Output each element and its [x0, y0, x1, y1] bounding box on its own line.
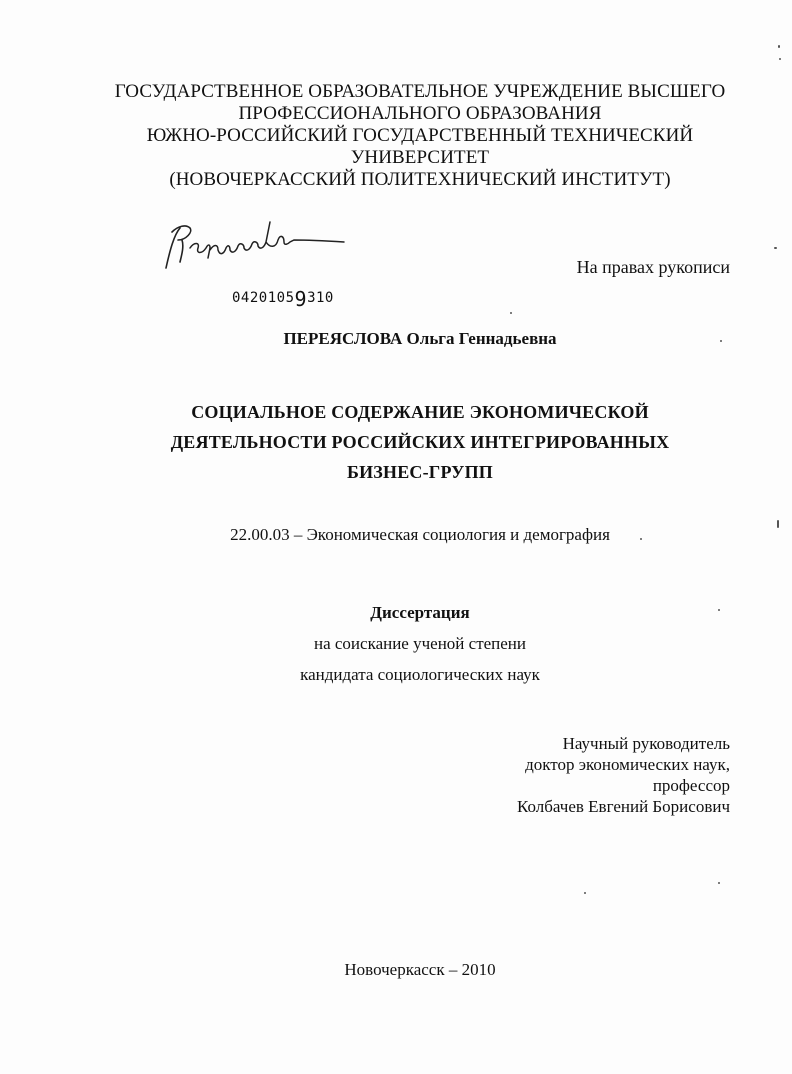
city-year: Новочеркасск – 2010 [344, 960, 496, 979]
handwritten-signature [160, 210, 350, 280]
archive-number-prefix: 0420105 [232, 290, 295, 306]
specialty-code: 22.00.03 – Экономическая социология и демография [230, 525, 610, 544]
supervisor-line: доктор экономических наук, [525, 755, 730, 774]
dissertation-title [100, 397, 740, 487]
scan-speck [718, 609, 720, 611]
archive-number [232, 283, 334, 311]
supervisor-line: Колбачев Евгений Борисович [517, 797, 730, 816]
degree-line: на соискание ученой степени [313, 634, 527, 653]
scan-speck [718, 882, 720, 884]
signature-text: Переясл [160, 210, 164, 211]
scan-speck [777, 520, 779, 528]
author-name: ПЕРЕЯСЛОВА Ольга Геннадьевна [283, 329, 557, 348]
institution-line: ГОСУДАРСТВЕННОЕ ОБРАЗОВАТЕЛЬНОЕ УЧРЕЖДЕНИЕ ВЫСШЕГО [114, 81, 726, 102]
archive-number-suffix: 310 [307, 290, 334, 306]
scan-speck [640, 538, 642, 540]
institution-header [60, 81, 780, 191]
institution-line: УНИВЕРСИТЕТ [350, 147, 490, 168]
manuscript-note: На правах рукописи [576, 257, 730, 277]
scan-speck [774, 247, 777, 249]
title-line: БИЗНЕС-ГРУПП [346, 462, 493, 482]
degree-line: кандидата социологических наук [300, 665, 540, 684]
scan-speck [510, 312, 512, 314]
title-line: ДЕЯТЕЛЬНОСТИ РОССИЙСКИХ ИНТЕГРИРОВАННЫХ [170, 432, 670, 452]
degree-block [100, 597, 740, 690]
supervisor-line: профессор [652, 776, 730, 795]
scan-speck [778, 45, 780, 48]
dissertation-heading: Диссертация [370, 603, 470, 622]
institution-line: (НОВОЧЕРКАССКИЙ ПОЛИТЕХНИЧЕСКИЙ ИНСТИТУТ) [169, 169, 671, 190]
title-line: СОЦИАЛЬНОЕ СОДЕРЖАНИЕ ЭКОНОМИЧЕСКОЙ [191, 402, 649, 422]
supervisor-line: Научный руководитель [562, 734, 730, 753]
supervisor-block [430, 733, 730, 817]
archive-number-handwritten: 9 [294, 287, 308, 311]
scan-speck [720, 340, 722, 342]
scan-speck [779, 58, 781, 60]
institution-line: ЮЖНО-РОССИЙСКИЙ ГОСУДАРСТВЕННЫЙ ТЕХНИЧЕСКИЙ [146, 125, 694, 146]
institution-line: ПРОФЕССИОНАЛЬНОГО ОБРАЗОВАНИЯ [238, 103, 602, 124]
scan-speck [584, 892, 586, 894]
